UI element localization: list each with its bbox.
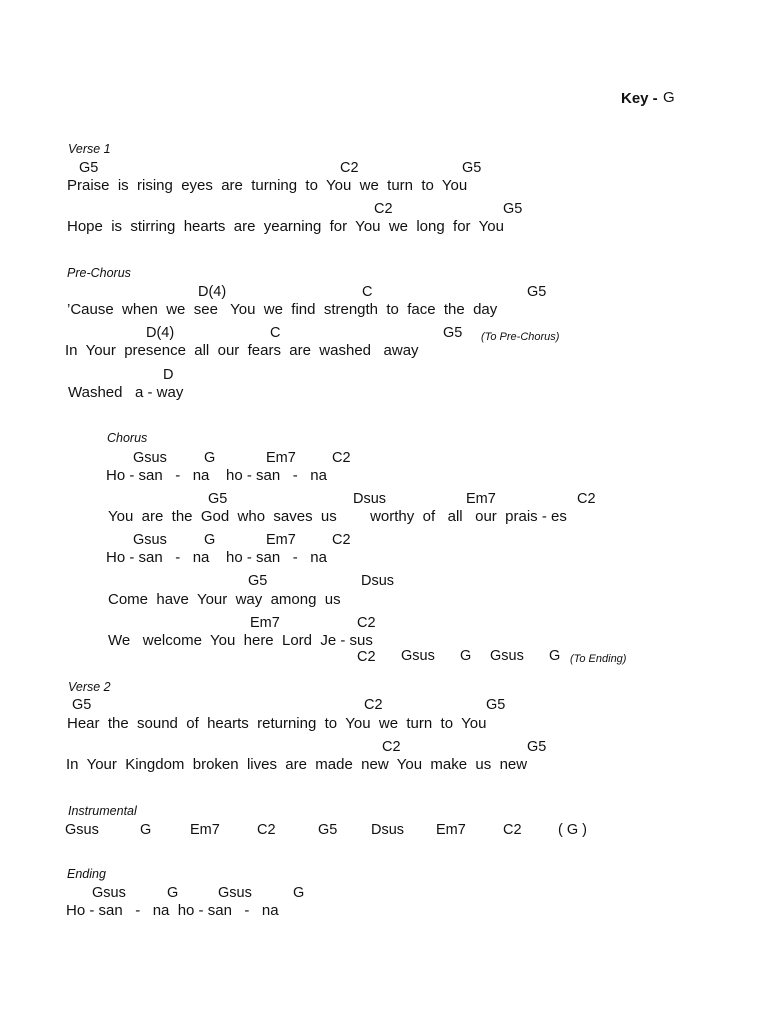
lyric-line: You are the God who saves us worthy of all our prais - es bbox=[108, 508, 567, 525]
chord: G5 bbox=[527, 284, 547, 300]
chord: Dsus bbox=[353, 491, 387, 507]
chord: Gsus bbox=[218, 885, 252, 901]
chord: G5 bbox=[486, 697, 506, 713]
chord: G bbox=[204, 532, 216, 548]
chord: G bbox=[460, 648, 472, 664]
chord: D(4) bbox=[146, 325, 175, 341]
section-title: Verse 2 bbox=[68, 680, 111, 694]
chord: Gsus bbox=[401, 648, 435, 664]
chord: Gsus bbox=[490, 648, 524, 664]
chord: G5 bbox=[318, 822, 338, 838]
section-title: Instrumental bbox=[68, 804, 137, 818]
chord: G5 bbox=[503, 201, 523, 217]
chord: C2 bbox=[577, 491, 596, 507]
chord: C2 bbox=[332, 532, 351, 548]
chord: C2 bbox=[357, 649, 376, 665]
lyric-line: Come have Your way among us bbox=[108, 591, 341, 608]
chord: Em7 bbox=[266, 450, 296, 466]
chord: Gsus bbox=[133, 532, 167, 548]
chord: C2 bbox=[340, 160, 359, 176]
chord: Dsus bbox=[361, 573, 395, 589]
key-value: G bbox=[663, 89, 675, 106]
chord: G5 bbox=[527, 739, 547, 755]
lyric-line: Praise is rising eyes are turning to You we turn to You bbox=[67, 177, 468, 194]
chord: G bbox=[204, 450, 216, 466]
chord: G5 bbox=[248, 573, 268, 589]
section-title: Ending bbox=[67, 867, 106, 881]
chord: Gsus bbox=[133, 450, 167, 466]
chord: C2 bbox=[257, 822, 276, 838]
section-title: Pre-Chorus bbox=[67, 266, 131, 280]
lyric-line: Ho - san - na ho - san - na bbox=[106, 467, 327, 484]
lyric-line: Ho - san - na ho - san - na bbox=[106, 549, 327, 566]
chord: C2 bbox=[374, 201, 393, 217]
chord: G bbox=[140, 822, 152, 838]
chord: Em7 bbox=[266, 532, 296, 548]
chord: C2 bbox=[357, 615, 376, 631]
chord: G5 bbox=[79, 160, 99, 176]
section-title: Chorus bbox=[107, 431, 148, 445]
lyric-line: Hope is stirring hearts are yearning for You we long for You bbox=[67, 218, 504, 235]
chord: C2 bbox=[364, 697, 383, 713]
chord: Em7 bbox=[436, 822, 466, 838]
chord: G5 bbox=[443, 325, 463, 341]
direction-note: (To Ending) bbox=[570, 653, 627, 665]
chord: ( G ) bbox=[558, 822, 587, 838]
lyric-line: In Your presence all our fears are washed away bbox=[65, 342, 419, 359]
chord: G bbox=[167, 885, 179, 901]
chord: C2 bbox=[332, 450, 351, 466]
chord: G5 bbox=[462, 160, 482, 176]
chord: C bbox=[362, 284, 373, 300]
chord: Gsus bbox=[65, 822, 99, 838]
chord: G bbox=[293, 885, 305, 901]
chord: C2 bbox=[382, 739, 401, 755]
direction-note: (To Pre-Chorus) bbox=[481, 331, 560, 343]
lyric-line: In Your Kingdom broken lives are made new You make us new bbox=[66, 756, 528, 773]
chord: Em7 bbox=[466, 491, 496, 507]
lyric-line: Ho - san - na ho - san - na bbox=[66, 902, 279, 919]
chord: Dsus bbox=[371, 822, 405, 838]
chord: G5 bbox=[72, 697, 92, 713]
chord: C2 bbox=[503, 822, 522, 838]
section-title: Verse 1 bbox=[68, 142, 111, 156]
chord: C bbox=[270, 325, 281, 341]
chord: G5 bbox=[208, 491, 228, 507]
chord: D(4) bbox=[198, 284, 227, 300]
chord: D bbox=[163, 367, 174, 383]
lyric-line: ’Cause when we see You we find strength to face the day bbox=[67, 301, 498, 318]
lyric-line: Washed a - way bbox=[68, 384, 184, 401]
lyric-line: Hear the sound of hearts returning to You we turn to You bbox=[67, 715, 487, 732]
chord: Gsus bbox=[92, 885, 126, 901]
lyric-line: We welcome You here Lord Je - sus bbox=[108, 632, 373, 649]
key-label: Key - bbox=[621, 90, 658, 107]
chord: Em7 bbox=[190, 822, 220, 838]
chord: Em7 bbox=[250, 615, 280, 631]
chord: G bbox=[549, 648, 561, 664]
